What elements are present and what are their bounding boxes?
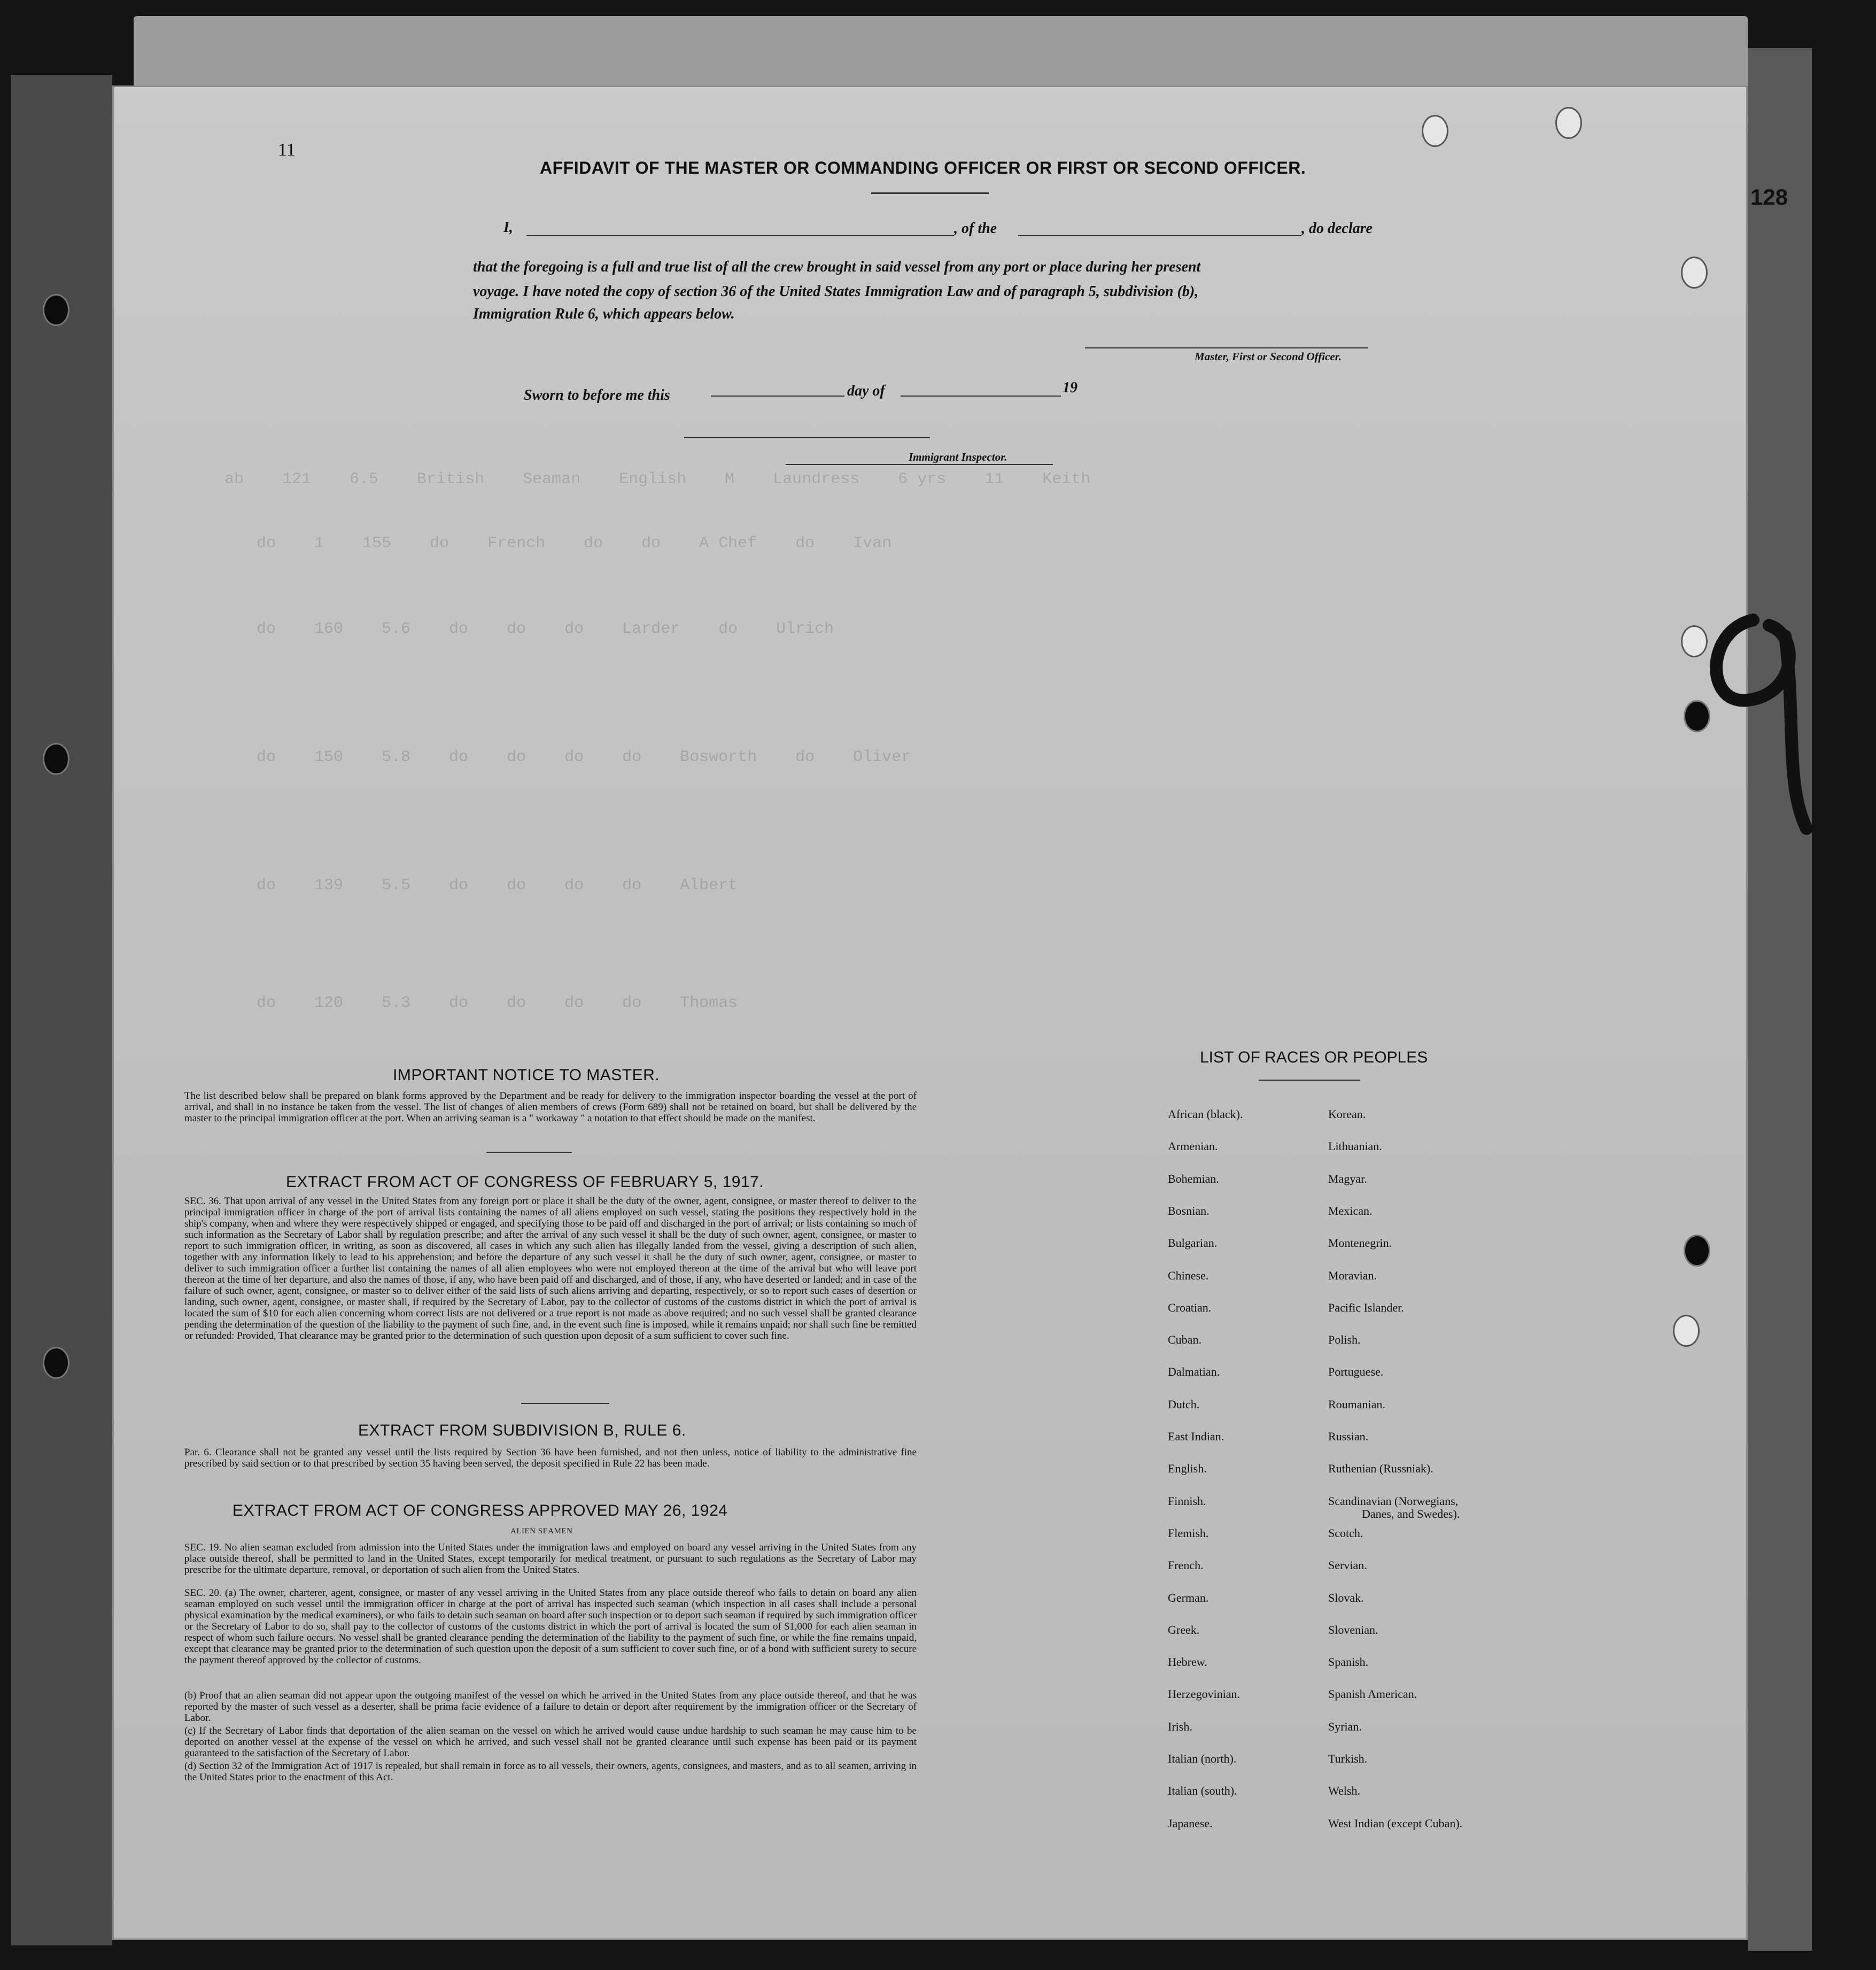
race-item: Servian. bbox=[1328, 1558, 1367, 1572]
race-item: Herzegovinian. bbox=[1168, 1687, 1240, 1701]
extract-1924-subtitle: ALIEN SEAMEN bbox=[510, 1527, 573, 1535]
punch-hole bbox=[43, 1347, 69, 1379]
extract-1924-sec20a: SEC. 20. (a) The owner, charterer, agent, consignee, or master of any vessel arriving in the United States from any place outside thereof who fails to detain on board any alien seaman employed on such vessel until the immigration officer in charge at the port of arrival has inspected such seaman (which inspection in all cases shall include a personal physical examination by the medical examiners), or who fails to detain such seaman on board after such inspection or to deport such seaman if required by such immigration officer or the Secretary of Labor to do so, shall pay to the collector of customs of the customs district in which the port of arrival is located the sum of $1,000 for each alien seaman in respect of whom such failure occurs. No vessel shall be granted clearance pending the determination of the liability to the payment of such fine, or while the fine remains unpaid, except that clearance may be granted prior to the determination of such question upon the deposit of a sum sufficient to cover such fine, or of a bond with sufficient surety to secure the payment thereof approved by the collector of customs. bbox=[184, 1587, 917, 1666]
affidavit-title: AFFIDAVIT OF THE MASTER OR COMMANDING OFFICER OR FIRST OR SECOND OFFICER. bbox=[540, 158, 1306, 177]
left-paper-edge bbox=[11, 75, 112, 1945]
races-title: LIST OF RACES OR PEOPLES bbox=[1200, 1049, 1428, 1066]
race-item: Dutch. bbox=[1168, 1398, 1200, 1411]
punch-hole bbox=[1422, 115, 1448, 147]
race-item: Bohemian. bbox=[1168, 1172, 1219, 1185]
race-item: Russian. bbox=[1328, 1430, 1369, 1443]
race-item: Scandinavian (Norwegians, bbox=[1328, 1494, 1459, 1508]
punch-hole bbox=[1673, 1315, 1700, 1347]
race-item: Spanish. bbox=[1328, 1655, 1369, 1669]
race-item: Bulgarian. bbox=[1168, 1236, 1218, 1250]
race-item: Flemish. bbox=[1168, 1526, 1209, 1540]
race-item: Portuguese. bbox=[1328, 1365, 1384, 1378]
notice-body: The list described below shall be prepared on blank forms approved by the Department and be ready for delivery to the immigration inspector boarding the vessel at the port of arrival, and shall in no instance be taken from the vessel. The list of changes of alien members of crews (Form 689) shall not be retained on board, but shall be delivered by the master to the principal immigration officer at the port. When an arriving seaman is a " workaway " a notation to that effect should be made on the manifest. bbox=[184, 1090, 917, 1124]
race-item: Hebrew. bbox=[1168, 1655, 1207, 1669]
extract-1917-body: SEC. 36. That upon arrival of any vessel in the United States from any foreign port or place it shall be the duty of the owner, agent, consignee, or master thereof to deliver to the principal immigration officer in charge of the port of arrival lists containing the names of all aliens employed on such vessel, stating the positions they respectively hold in the ship's company, when and where they were respectively shipped or engaged, and specifying those to be paid off and discharged in the port of arrival; or lists containing so much of such information as the Secretary of Labor shall by regulation prescribe; and after the arrival of any such vessel it shall be the duty of such owner, agent, consignee, or master to report to such immigration officer, in writing, as soon as discovered, all cases in which any such alien has illegally landed from the vessel, giving a description of such alien, together with any information likely to lead to his apprehension; and before the departure of any such vessel it shall be the duty of such owner, agent, consignee, or master to deliver to such immigration officer a further list containing the names of all alien employees who were not employed thereon at the time of the arrival but who will leave port thereon at the time of her departure, and also the names of those, if any, who have been paid off and discharged, and of those, if any, who have deserted or landed; and in case of the failure of such owner, agent, consignee, or master so to deliver either of the said lists of such aliens arriving and departing, respectively, or so to report such cases of desertion or landing, such owner, agent, consignee, or master shall, if required by the Secretary of Labor, pay to the collector of customs of the customs district in which the port of arrival is located the sum of $10 for each alien concerning whom correct lists are not delivered or a true report is not made as above required; and no such vessel shall be granted clearance pending the determination of the question of the liability to the payment of such fine, and, in the event such fine is imposed, while it remains unpaid; nor shall such fine be remitted or refunded: Provided, That clearance may be granted prior to the determination of such question upon deposit of a sum sufficient to cover such fine. bbox=[184, 1196, 917, 1341]
race-item: Finnish. bbox=[1168, 1494, 1206, 1508]
handwritten-numeral bbox=[1673, 577, 1833, 855]
race-item: Dalmatian. bbox=[1168, 1365, 1220, 1378]
affidavit-i-label: I, bbox=[503, 219, 513, 236]
punch-hole bbox=[1555, 107, 1582, 139]
race-item: Turkish. bbox=[1328, 1752, 1368, 1765]
race-item: Magyar. bbox=[1328, 1172, 1367, 1185]
race-item: Korean. bbox=[1328, 1107, 1366, 1121]
extract-rule6-body: Par. 6. Clearance shall not be granted any vessel until the lists required by Section 36 have been furnished, and not then unless, notice of liability to the administrative fine prescribed by said section or to that prescribed by section 35 having been served, the deposit specified in Rule 22 has been made. bbox=[184, 1447, 917, 1469]
race-item: Japanese. bbox=[1168, 1817, 1213, 1830]
race-item: Greek. bbox=[1168, 1623, 1200, 1637]
extract-1924-sec20b: (b) Proof that an alien seaman did not appear upon the outgoing manifest of the vessel on which he arrived in the United States from any place outside thereof, and that he was reported by the master of such vessel as a deserter, shall be prima facie evidence of a failure to detain or deport after requirement by the immigration officer or the Secretary of Labor. bbox=[184, 1690, 917, 1724]
race-item: African (black). bbox=[1168, 1107, 1243, 1121]
race-item: Polish. bbox=[1328, 1333, 1361, 1346]
race-item: Armenian. bbox=[1168, 1139, 1218, 1153]
race-item: Slovenian. bbox=[1328, 1623, 1378, 1637]
race-item: Pacific Islander. bbox=[1328, 1301, 1404, 1314]
extract-rule6-title: EXTRACT FROM SUBDIVISION B, RULE 6. bbox=[358, 1422, 686, 1439]
race-item: Ruthenian (Russniak). bbox=[1328, 1462, 1433, 1475]
race-item: French. bbox=[1168, 1558, 1204, 1572]
race-item: Montenegrin. bbox=[1328, 1236, 1392, 1250]
race-item: Italian (north). bbox=[1168, 1752, 1237, 1765]
race-item: Danes, and Swedes). bbox=[1362, 1507, 1460, 1521]
race-item: Mexican. bbox=[1328, 1204, 1373, 1217]
affidavit-line3: Immigration Rule 6, which appears below. bbox=[473, 306, 735, 322]
race-item: Bosnian. bbox=[1168, 1204, 1210, 1217]
name-blank[interactable] bbox=[526, 235, 954, 236]
extract-1917-title: EXTRACT FROM ACT OF CONGRESS OF FEBRUARY 5, 1917. bbox=[286, 1173, 764, 1191]
affidavit-line2: voyage. I have noted the copy of section 36 of the United States Immigration Law and of paragraph 5, subdivision (b), bbox=[473, 283, 1199, 300]
notice-title: IMPORTANT NOTICE TO MASTER. bbox=[393, 1066, 660, 1084]
right-paper-edge bbox=[1748, 48, 1812, 1951]
vessel-blank[interactable] bbox=[1018, 235, 1301, 236]
race-item: Chinese. bbox=[1168, 1269, 1209, 1282]
race-item: Irish. bbox=[1168, 1720, 1192, 1733]
corner-mark: 11 bbox=[278, 140, 296, 160]
punch-hole bbox=[43, 743, 69, 775]
race-item: Scotch. bbox=[1328, 1526, 1363, 1540]
extract-1924-sec20c: (c) If the Secretary of Labor finds that deportation of the alien seaman on the vessel on which he arrived would cause undue hardship to such seaman he may cause him to be deported on another vessel at the expense of the vessel on which he arrived, and such vessel shall not be granted clearance until such expense has been paid or its payment guaranteed to the satisfaction of the Secretary of Labor. bbox=[184, 1725, 917, 1759]
extract-1924-title: EXTRACT FROM ACT OF CONGRESS APPROVED MAY 26, 1924 bbox=[232, 1502, 728, 1519]
race-item: Croatian. bbox=[1168, 1301, 1212, 1314]
race-item: Cuban. bbox=[1168, 1333, 1201, 1346]
punch-hole bbox=[1681, 257, 1708, 289]
master-signature-line[interactable] bbox=[1085, 347, 1368, 348]
inspector-label: Immigrant Inspector. bbox=[909, 451, 1007, 463]
affidavit-do-declare: , do declare bbox=[1301, 220, 1373, 237]
sworn-day-blank[interactable] bbox=[711, 395, 844, 397]
day-of-label: day of bbox=[847, 383, 885, 399]
race-item: Spanish American. bbox=[1328, 1687, 1417, 1701]
race-item: West Indian (except Cuban). bbox=[1328, 1817, 1463, 1830]
race-item: Syrian. bbox=[1328, 1720, 1362, 1733]
punch-hole bbox=[1684, 1235, 1710, 1267]
page-number: 128 bbox=[1750, 184, 1788, 210]
affidavit-line1: that the foregoing is a full and true list of all the crew brought in said vessel from any port or place during her present bbox=[473, 259, 1201, 275]
affidavit-of-the: , of the bbox=[954, 220, 997, 237]
race-item: English. bbox=[1168, 1462, 1207, 1475]
race-item: Roumanian. bbox=[1328, 1398, 1385, 1411]
sworn-month-blank[interactable] bbox=[901, 395, 1061, 397]
race-item: Moravian. bbox=[1328, 1269, 1377, 1282]
master-signature-label: Master, First or Second Officer. bbox=[1195, 350, 1342, 363]
sworn-label: Sworn to before me this bbox=[524, 387, 670, 404]
race-item: Welsh. bbox=[1328, 1784, 1360, 1797]
extract-1924-sec20d: (d) Section 32 of the Immigration Act of 1917 is repealed, but shall remain in force as to all vessels, their owners, agents, consignees, and masters, and as to all seamen, arriving in the United States prior to the enactment of this Act. bbox=[184, 1760, 917, 1783]
race-item: Lithuanian. bbox=[1328, 1139, 1382, 1153]
year-prefix: 19 bbox=[1063, 379, 1077, 396]
extract-1924-sec19: SEC. 19. No alien seaman excluded from admission into the United States under the immigration laws and employed on board any vessel arriving in the United States from any place outside thereof, shall be permitted to land in the United States, except temporarily for medical treatment, or pursuant to such regulations as the Secretary of Labor may prescribe for the ultimate departure, removal, or deportation of such alien from the United States. bbox=[184, 1542, 917, 1576]
race-item: Italian (south). bbox=[1168, 1784, 1237, 1797]
race-item: Slovak. bbox=[1328, 1591, 1364, 1604]
race-item: German. bbox=[1168, 1591, 1209, 1604]
inspector-signature-line[interactable] bbox=[684, 437, 930, 438]
race-item: East Indian. bbox=[1168, 1430, 1224, 1443]
punch-hole bbox=[43, 294, 69, 326]
